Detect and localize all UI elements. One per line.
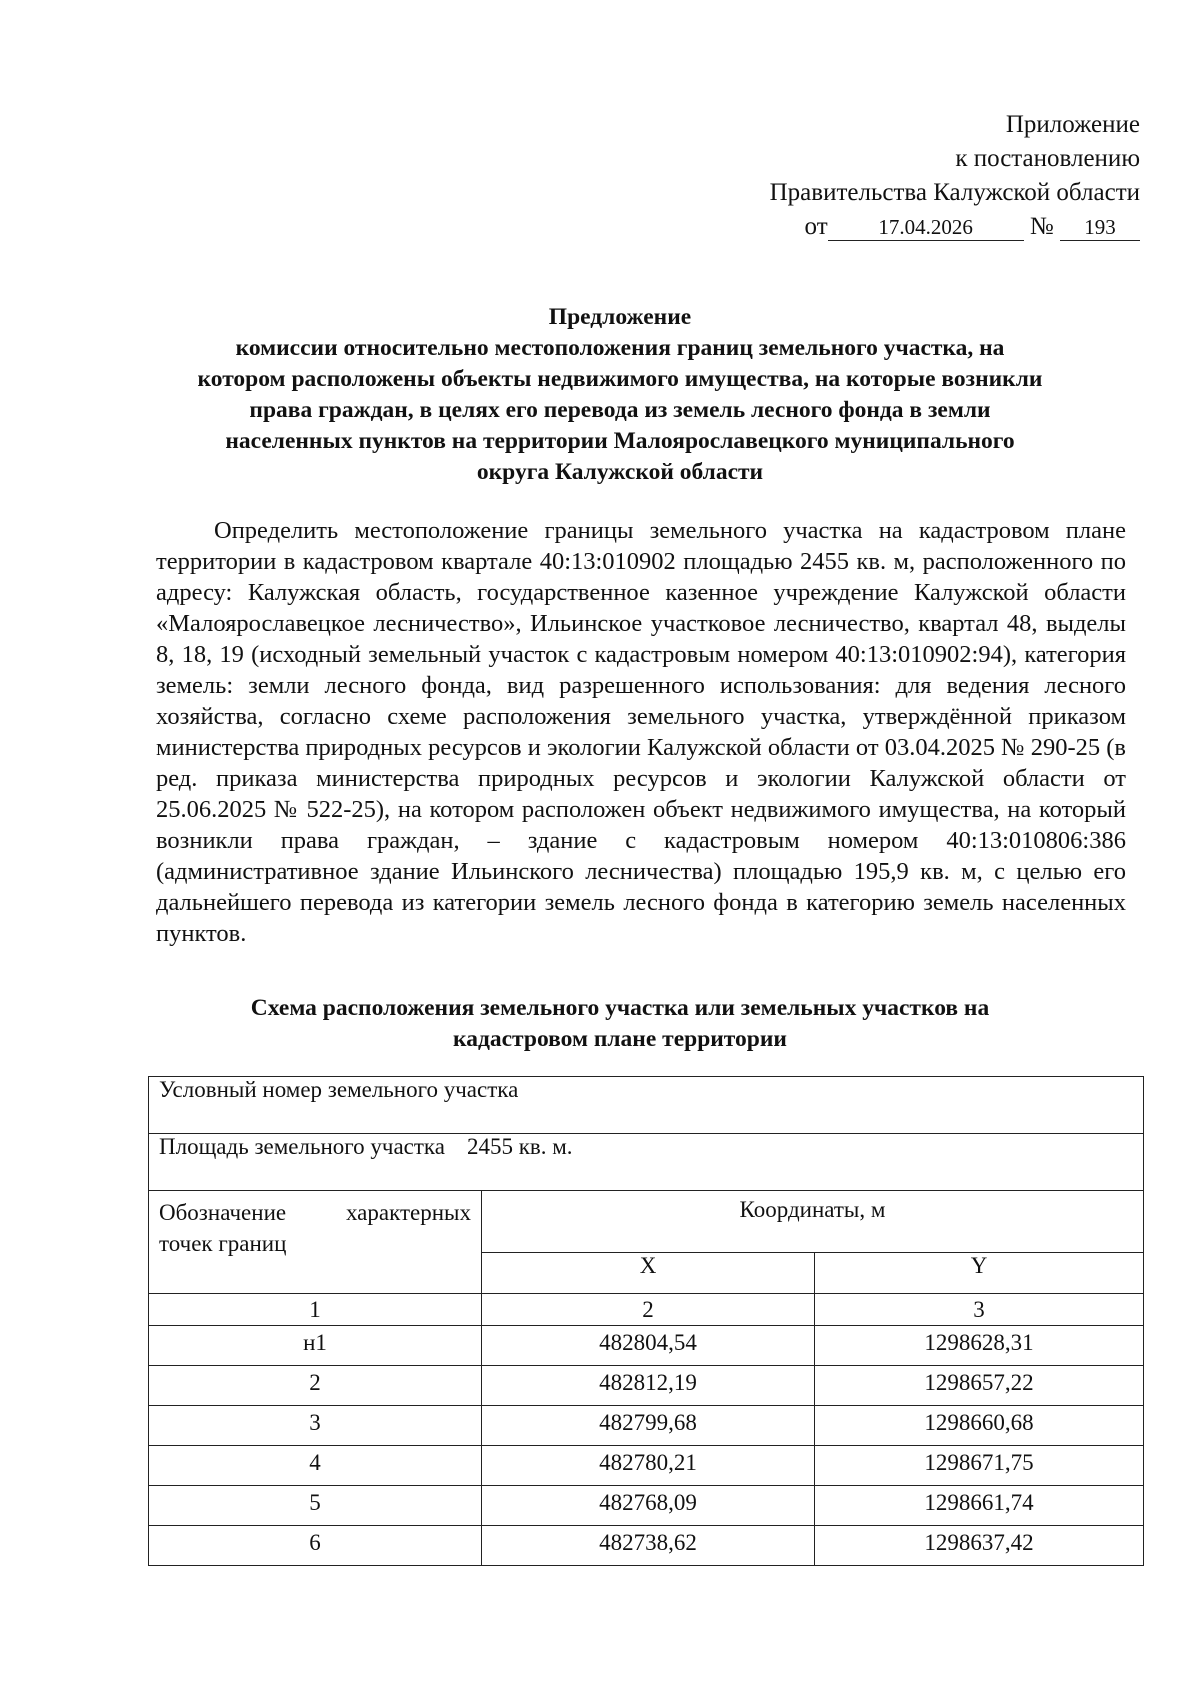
date-prefix: от [804,213,828,240]
coords-header: Координаты, м [482,1191,1144,1253]
points-header: Обозначение характерных точек границ [149,1191,482,1294]
point-id: 2 [149,1366,482,1406]
point-id: 3 [149,1406,482,1446]
y-coord: 1298671,75 [815,1446,1144,1486]
table-row [149,1486,1144,1526]
scheme-title-line-1: Схема расположения земельного участка или земельных участков на [250,995,990,1021]
scheme-title [140,993,1100,1055]
point-id: 5 [149,1486,482,1526]
appendix-line-3: Правительства Калужской области [769,179,1140,206]
appendix-header [770,108,1140,244]
scheme-title-line-2: кадастровом плане территории [453,1026,787,1052]
table-row [149,1326,1144,1366]
y-coord: 1298628,31 [815,1326,1144,1366]
title-line-1: Предложение [548,304,692,330]
appendix-date-line [770,210,1140,244]
x-coord: 482812,19 [482,1366,815,1406]
x-coord: 482799,68 [482,1406,815,1446]
table-row [149,1526,1144,1566]
table-row [149,1406,1144,1446]
x-coord: 482768,09 [482,1486,815,1526]
x-header: X [482,1253,815,1294]
appendix-line-1: Приложение [1005,111,1140,138]
y-coord: 1298661,74 [815,1486,1144,1526]
document-title [140,302,1100,488]
x-coord: 482780,21 [482,1446,815,1486]
area-value: 2455 кв. м. [466,1134,573,1159]
point-id: 4 [149,1446,482,1486]
area-cell [149,1134,1144,1191]
title-line-6: округа Калужской области [476,459,764,485]
parcel-number-row [149,1077,1144,1134]
col-number-1: 1 [149,1294,482,1326]
title-line-3: котором расположены объекты недвижимого имущества, на которые возникли [197,366,1043,392]
point-id: 6 [149,1526,482,1566]
y-coord: 1298657,22 [815,1366,1144,1406]
title-line-4: права граждан, в целях его перевода из земель лесного фонда в земли [249,397,991,423]
body-paragraph-block [156,515,1126,949]
x-coord: 482804,54 [482,1326,815,1366]
appendix-line-2: к постановлению [955,145,1140,172]
number-prefix: № [1029,213,1054,240]
point-id: н1 [149,1326,482,1366]
y-coord: 1298660,68 [815,1406,1144,1446]
area-row [149,1134,1144,1191]
col-number-2: 2 [482,1294,815,1326]
table-row [149,1366,1144,1406]
area-label: Площадь земельного участка [159,1134,445,1159]
col-number-3: 3 [815,1294,1144,1326]
title-line-2: комиссии относительно местоположения границ земельного участка, на [235,335,1005,361]
y-header: Y [815,1253,1144,1294]
coordinates-table [148,1076,1144,1566]
decree-date: 17.04.2026 [828,214,1024,241]
parcel-number-label: Условный номер земельного участка [149,1077,1144,1134]
x-coord: 482738,62 [482,1526,815,1566]
table-row [149,1446,1144,1486]
body-paragraph: Определить местоположение границы земельного участка на кадастровом плане территории в кадастровом квартале 40:13:010902 площадью 2455 кв. м, расположенного по адресу: Калужская область, государственное казенное учреждение Калужской области «Малоярославецкое лесничество», Ильинское участковое лесничество, квартал 48, выделы 8, 18, 19 (исходный земельный участок с кадастровым номером 40:13:010902:94), категория земель: земли лесного фонда, вид разрешенного использования: для ведения лесного хозяйства, согласно схеме расположения земельного участка, утверждённой приказом министерства природных ресурсов и экологии Калужской области от 03.04.2025 № 290-25 (в ред. приказа министерства природных ресурсов и экологии Калужской области от 25.06.2025 № 522-25), на котором расположен объект недвижимого имущества, на который возникли права граждан, – здание с кадастровым номером 40:13:010806:386 (административное здание Ильинского лесничества) площадью 195,9 кв. м, с целью его дальнейшего перевода из категории земель лесного фонда в категорию земель населенных пунктов. [156,517,1126,947]
header-row [149,1191,1144,1253]
decree-number: 193 [1060,214,1140,241]
column-numbers-row [149,1294,1144,1326]
title-line-5: населенных пунктов на территории Малоярославецкого муниципального [225,428,1015,454]
y-coord: 1298637,42 [815,1526,1144,1566]
